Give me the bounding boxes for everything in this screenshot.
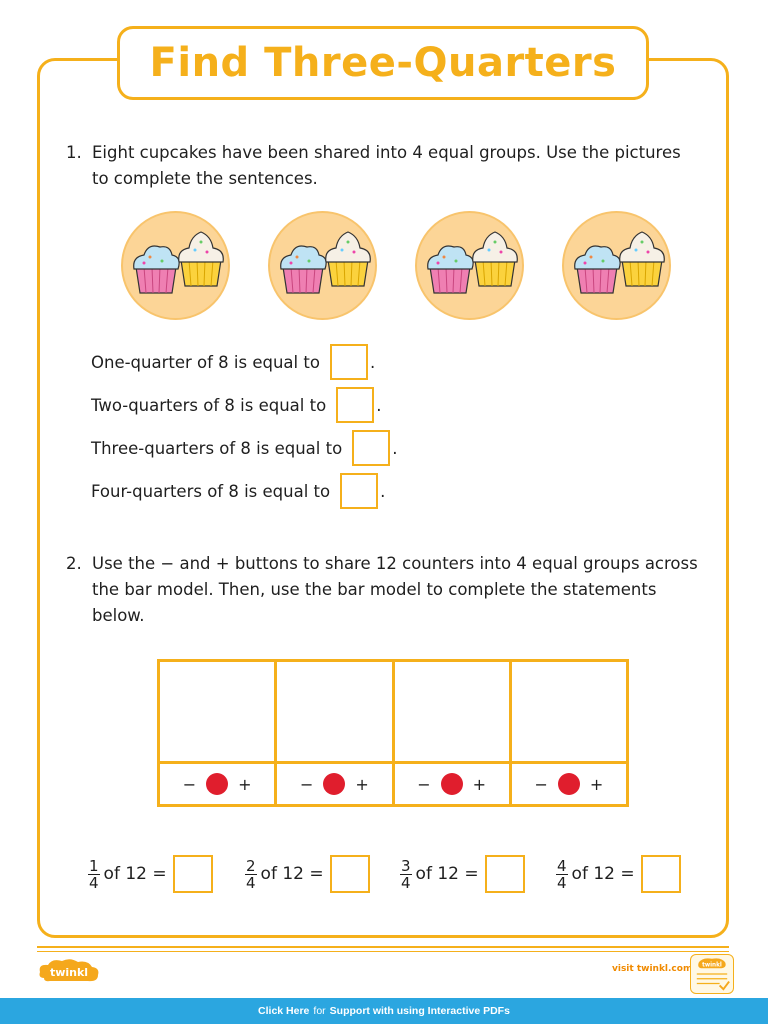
question-2 — [66, 551, 716, 629]
sentence-period: . — [369, 352, 376, 372]
cupcake-icon — [428, 246, 473, 293]
question-text-line: below. — [92, 606, 145, 625]
question-text-line: Use the − and + buttons to share 12 counters into 4 equal groups across — [92, 554, 698, 573]
cupcake-icon — [281, 246, 326, 293]
statement-text: of 12 = — [415, 864, 479, 884]
counter-icon — [558, 773, 580, 795]
question-number: 1. — [66, 143, 82, 162]
badge-text: twinkl — [702, 962, 722, 969]
cupcake-icon — [575, 246, 620, 293]
counter-icon — [206, 773, 228, 795]
minus-button[interactable]: − — [299, 774, 314, 794]
cupcake-icon — [134, 246, 179, 293]
cupcakes-illustration — [0, 0, 768, 340]
fraction-statement-2 — [245, 852, 370, 896]
fraction: $\frac{3}{4}$ — [401, 856, 411, 892]
bar-section-4 — [512, 662, 626, 804]
quality-badge-icon — [690, 954, 734, 994]
counter-area — [512, 662, 626, 764]
support-text[interactable]: Support with using Interactive PDFs — [329, 1005, 510, 1017]
answer-box[interactable] — [336, 387, 374, 423]
counter-icon — [323, 773, 345, 795]
question-text-line: Eight cupcakes have been shared into 4 equal groups. Use the pictures — [92, 143, 681, 162]
sentence-1 — [91, 342, 375, 382]
question-number: 2. — [66, 554, 82, 573]
plus-button[interactable]: + — [589, 774, 604, 794]
sentence-period: . — [376, 395, 382, 415]
sentence-4 — [91, 471, 385, 511]
counter-area — [160, 662, 274, 764]
logo-text: twinkl — [49, 966, 89, 979]
fraction: $\frac{4}{4}$ — [557, 856, 567, 892]
bar-model — [157, 659, 629, 807]
bar-section-3 — [395, 662, 512, 804]
page-title: Find Three-Quarters — [149, 40, 617, 86]
question-text-line: to complete the sentences. — [92, 169, 318, 188]
minus-button[interactable]: − — [182, 774, 197, 794]
cupcake-icon — [326, 232, 371, 286]
cupcake-icon — [620, 232, 665, 286]
minus-button[interactable]: − — [534, 774, 548, 794]
sentence-text: Four-quarters of 8 is equal to — [91, 481, 331, 501]
footer-divider — [37, 946, 729, 948]
fraction: $\frac{1}{4}$ — [89, 856, 99, 892]
sentence-text: Three-quarters of 8 is equal to — [91, 438, 343, 458]
plus-button[interactable]: + — [238, 774, 252, 794]
cupcake-icon — [179, 232, 224, 286]
answer-box[interactable] — [340, 473, 378, 509]
fraction-statement-4 — [556, 852, 681, 896]
footer-for-text: for — [313, 1005, 326, 1017]
support-link-bar[interactable] — [0, 998, 768, 1024]
click-here-link[interactable]: Click Here — [258, 1005, 310, 1017]
answer-box[interactable] — [485, 855, 525, 893]
answer-box[interactable] — [330, 855, 370, 893]
statement-text: of 12 = — [571, 864, 635, 884]
fraction-statement-1 — [88, 852, 213, 896]
answer-box[interactable] — [641, 855, 681, 893]
cupcake-icon — [473, 232, 518, 286]
twinkl-logo — [38, 958, 100, 986]
sentence-3 — [91, 428, 397, 468]
plus-button[interactable]: + — [472, 774, 487, 794]
sentence-2 — [91, 385, 381, 425]
bar-section-2 — [277, 662, 394, 804]
fraction-statement-3 — [400, 852, 525, 896]
minus-button[interactable]: − — [417, 774, 431, 794]
plus-button[interactable]: + — [355, 774, 369, 794]
fraction: $\frac{2}{4}$ — [246, 856, 256, 892]
sentence-text: One-quarter of 8 is equal to — [91, 352, 320, 372]
counter-area — [395, 662, 509, 764]
sentence-text: Two-quarters of 8 is equal to — [91, 395, 327, 415]
footer-divider — [37, 951, 729, 952]
answer-box[interactable] — [173, 855, 213, 893]
statement-text: of 12 = — [260, 864, 324, 884]
visit-link[interactable]: visit twinkl.com — [612, 964, 693, 974]
question-text-line: the bar model. Then, use the bar model to complete the statements — [92, 580, 657, 599]
answer-box[interactable] — [330, 344, 368, 380]
counter-area — [277, 662, 391, 764]
statement-text: of 12 = — [103, 864, 167, 884]
bar-section-1 — [160, 662, 277, 804]
sentence-period: . — [392, 438, 398, 458]
answer-box[interactable] — [352, 430, 390, 466]
counter-icon — [441, 773, 463, 795]
sentence-period: . — [380, 481, 386, 501]
